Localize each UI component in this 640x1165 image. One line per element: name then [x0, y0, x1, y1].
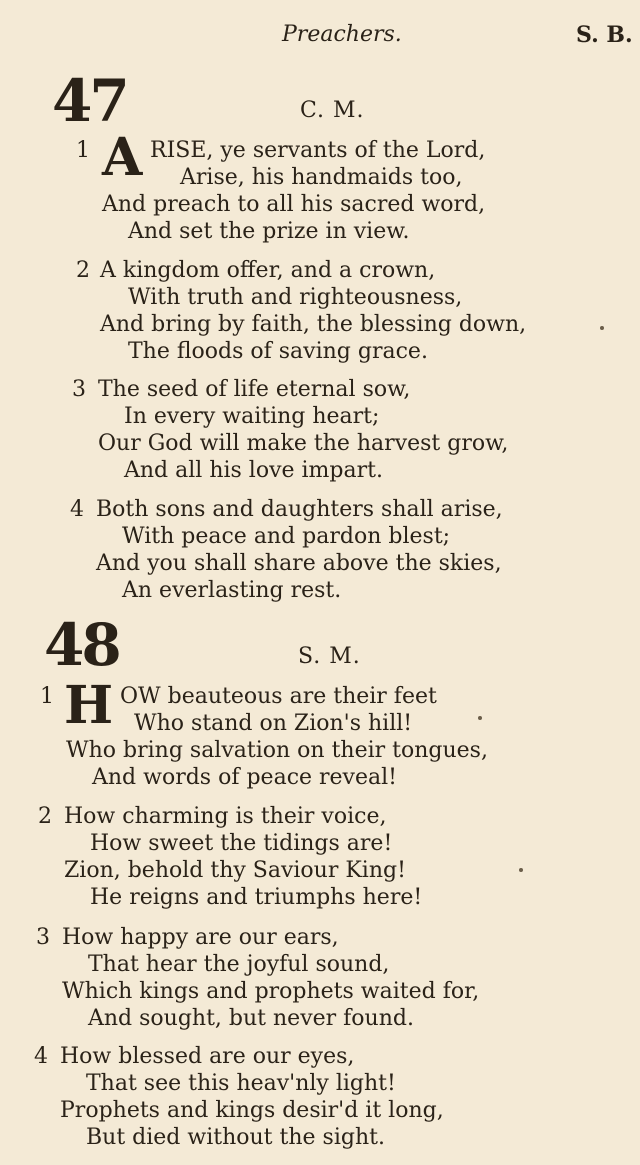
- verse-line: He reigns and triumphs here!: [90, 885, 423, 910]
- verse-line: And you shall share above the skies,: [96, 551, 502, 576]
- verse-line: And preach to all his sacred word,: [102, 192, 486, 217]
- verse-line: That hear the joyful sound,: [88, 952, 390, 977]
- verse-number: 4: [34, 1044, 48, 1069]
- verse-line: How blessed are our eyes,: [60, 1044, 355, 1069]
- hymn-meter: S. M.: [298, 644, 361, 669]
- verse-line: OW beauteous are their feet: [120, 684, 437, 709]
- verse-line: And sought, but never found.: [88, 1006, 414, 1031]
- verse-line: And words of peace reveal!: [92, 765, 398, 790]
- verse-line: Our God will make the harvest grow,: [98, 431, 509, 456]
- verse-line: How charming is their voice,: [64, 804, 387, 829]
- verse-number: 2: [76, 258, 90, 283]
- verse-line: RISE, ye servants of the Lord,: [150, 138, 486, 163]
- verse-number: 3: [72, 377, 86, 402]
- verse-line: With truth and righteousness,: [128, 285, 463, 310]
- verse-number: 2: [38, 804, 52, 829]
- hymn-meter: C. M.: [300, 98, 365, 123]
- drop-cap: A: [102, 127, 143, 188]
- hymn-number: 48: [44, 611, 119, 679]
- verse-line: An everlasting rest.: [122, 578, 342, 603]
- verse-line: And bring by faith, the blessing down,: [100, 312, 527, 337]
- verse-line: With peace and pardon blest;: [122, 524, 451, 549]
- verse-line: In every waiting heart;: [124, 404, 380, 429]
- verse-number: 4: [70, 497, 84, 522]
- ink-speck: [478, 716, 482, 720]
- ink-speck: [600, 326, 604, 330]
- verse-number: 1: [40, 684, 54, 709]
- verse-line: Who stand on Zion's hill!: [134, 711, 413, 736]
- verse-line: How happy are our ears,: [62, 925, 339, 950]
- verse-line: How sweet the tidings are!: [90, 831, 393, 856]
- verse-line: Prophets and kings desir'd it long,: [60, 1098, 444, 1123]
- ink-speck: [519, 868, 523, 872]
- verse-line: That see this heav'nly light!: [86, 1071, 396, 1096]
- running-header-title: Preachers.: [282, 22, 402, 47]
- verse-line: The floods of saving grace.: [128, 339, 428, 364]
- verse-line: The seed of life eternal sow,: [98, 377, 411, 402]
- verse-line: And set the prize in view.: [128, 219, 410, 244]
- running-header-book: S. B.: [576, 22, 633, 48]
- hymn-number: 47: [52, 67, 127, 135]
- verse-line: Who bring salvation on their tongues,: [66, 738, 488, 763]
- verse-number: 3: [36, 925, 50, 950]
- verse-line: Both sons and daughters shall arise,: [96, 497, 503, 522]
- verse-line: Which kings and prophets waited for,: [62, 979, 480, 1004]
- verse-line: But died without the sight.: [86, 1125, 385, 1150]
- drop-cap: H: [64, 675, 114, 736]
- verse-line: Zion, behold thy Saviour King!: [64, 858, 406, 883]
- verse-number: 1: [76, 138, 90, 163]
- verse-line: A kingdom offer, and a crown,: [100, 258, 436, 283]
- verse-line: And all his love impart.: [124, 458, 383, 483]
- verse-line: Arise, his handmaids too,: [180, 165, 463, 190]
